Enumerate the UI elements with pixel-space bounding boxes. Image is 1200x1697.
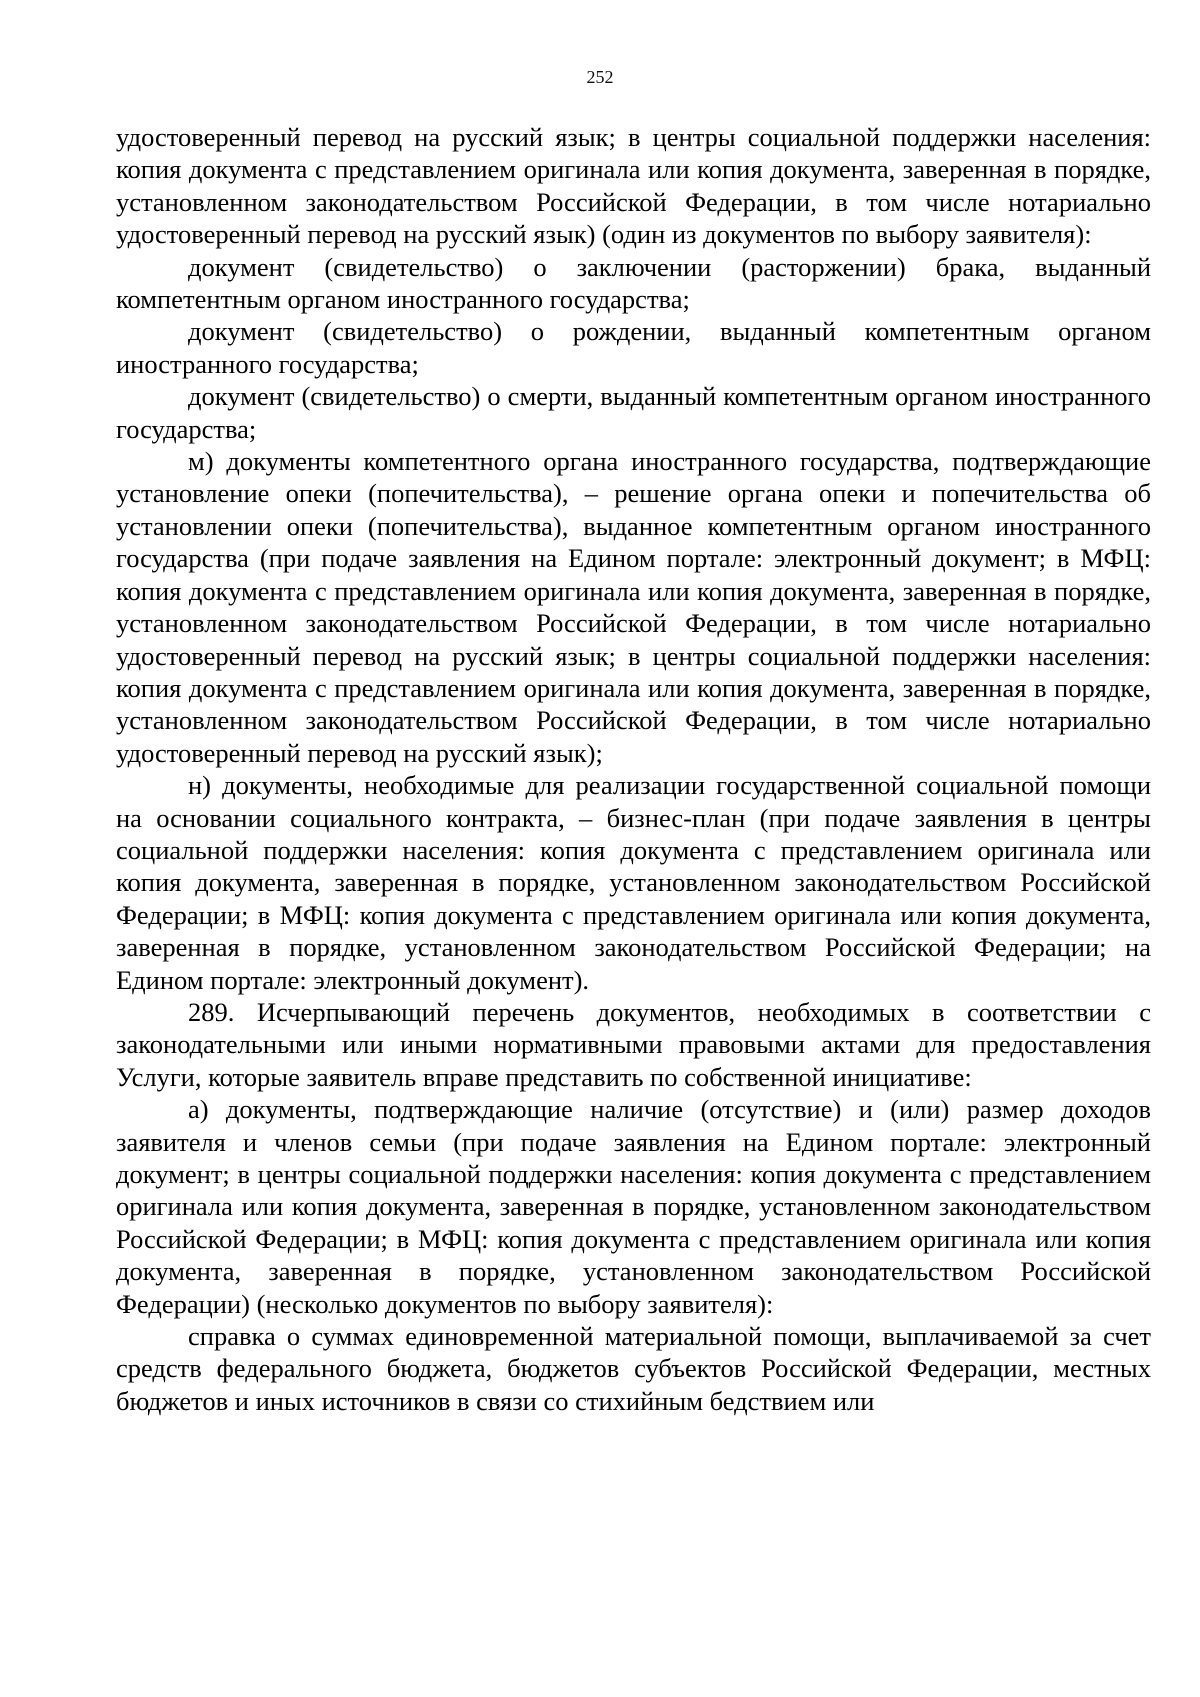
paragraph: документ (свидетельство) о смерти, выданный компетентным органом иностранного государства;: [116, 381, 1151, 444]
paragraph: а) документы, подтверждающие наличие (отсутствие) и (или) размер доходов заявителя и членов семьи (при подаче заявления на Едином портале: электронный документ; в центры социальной поддержки населения: копия документа с представлением оригинала или копия документа, заверенная в порядке, установленном законодательством Российской Федерации; в МФЦ: копия документа с представлением оригинала или копия документа, заверенная в порядке, установленном законодательством Российской Федерации) (несколько документов по выбору заявителя):: [116, 1094, 1151, 1319]
paragraph: справка о суммах единовременной материальной помощи, выплачиваемой за счет средств федерального бюджета, бюджетов субъектов Российской Федерации, местных бюджетов и иных источников в связи со стихийным бедствием или: [116, 1321, 1151, 1416]
page-number: 252: [586, 67, 614, 87]
paragraph: документ (свидетельство) о заключении (расторжении) брака, выданный компетентным органом иностранного государства;: [116, 251, 1151, 315]
paragraph: м) документы компетентного органа иностранного государства, подтверждающие установление опеки (попечительства), – решение органа опеки и попечительства об установлении опеки (попечительства), выданное компетентным органом иностранного государства (при подаче заявления на Едином портале: электронный документ; в МФЦ: копия документа с представлением оригинала или копия документа, заверенная в порядке, установленном законодательством Российской Федерации, в том числе нотариально удостоверенный перевод на русский язык; в центры социальной поддержки населения: копия документа с представлением оригинала или копия документа, заверенная в порядке, установленном законодательством Российской Федерации, в том числе нотариально удостоверенный перевод на русский язык);: [116, 446, 1151, 768]
document-body: [116, 121, 1151, 1417]
paragraph: 289. Исчерпывающий перечень документов, необходимых в соответствии с законодательными или иными нормативными правовыми актами для предоставления Услуги, которые заявитель вправе представить по собственной инициативе:: [116, 996, 1151, 1092]
paragraph: н) документы, необходимые для реализации государственной социальной помощи на основании социального контракта, – бизнес-план (при подаче заявления в центры социальной поддержки населения: копия документа с представлением оригинала или копия документа, заверенная в порядке, установленном законодательством Российской Федерации; в МФЦ: копия документа с представлением оригинала или копия документа, заверенная в порядке, установленном законодательством Российской Федерации; на Едином портале: электронный документ).: [116, 770, 1151, 995]
paragraph: документ (свидетельство) о рождении, выданный компетентным органом иностранного государства;: [116, 316, 1151, 379]
paragraph: удостоверенный перевод на русский язык; в центры социальной поддержки населения: копия документа с представлением оригинала или копия документа, заверенная в порядке, установленном законодательством Российской Федерации, в том числе нотариально удостоверенный перевод на русский язык) (один из документов по выбору заявителя):: [116, 122, 1151, 250]
